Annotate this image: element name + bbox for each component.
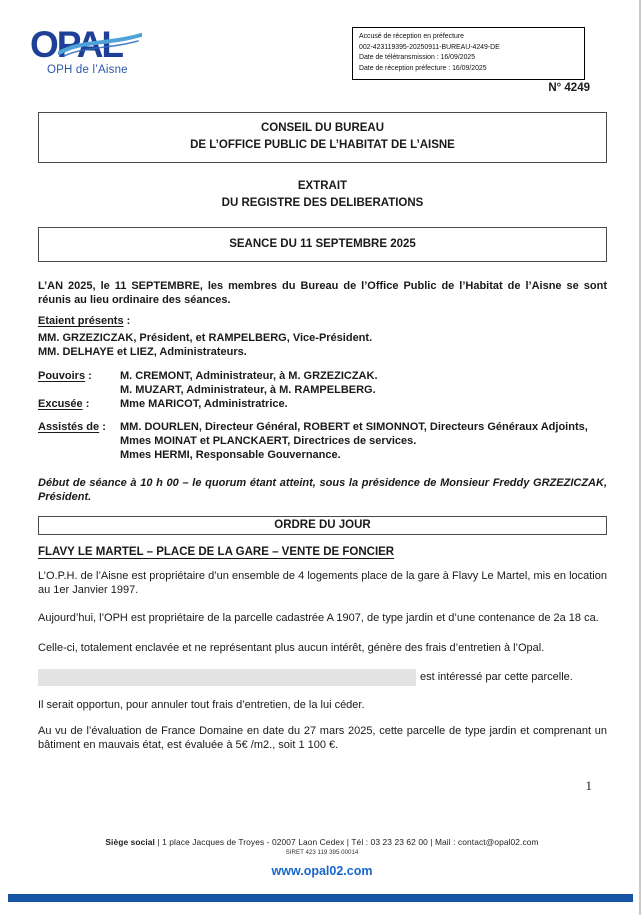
extract-line1: EXTRAIT: [297, 179, 348, 192]
pouvoirs-line: M. CREMONT, Administrateur, à M. GRZEZICZAK.: [120, 369, 378, 382]
excusee-content: [120, 397, 607, 411]
present-heading: [38, 315, 607, 327]
assistes-line: MM. DOURLEN, Directeur Général, ROBERT et SIMONNOT, Directeurs Généraux Adjoints, Mmes MOINAT et PLANCKAERT, Directrices de services.: [120, 420, 588, 447]
excusee-line: Mme MARICOT, Administratrice.: [120, 397, 288, 410]
present-colon: :: [123, 315, 131, 328]
body-paragraph-1: L’O.P.H. de l’Aisne est propriétaire d’un ensemble de 4 logements place de la gare à Flavy Le Martel, mis en location au 1er Janvier 1997.: [38, 570, 607, 597]
body-paragraph-5: Au vu de l’évaluation de France Domaine en date du 27 mars 2025, cette parcelle de type jardin et comprenant un bâtiment en mauvais état, est évaluée à 5€ /m2., soit 1 100 €.: [38, 724, 607, 751]
deliberation-number: N° 4249: [548, 82, 590, 94]
stamp-line: 002-423119395-20250911-BUREAU-4249-DE: [359, 43, 500, 51]
redaction-bar: [38, 669, 416, 686]
opal-logo-subtitle: OPH de l’Aisne: [47, 64, 128, 76]
intro-paragraph: L’AN 2025, le 11 SEPTEMBRE, les membres du Bureau de l’Office Public de l’Habitat de l’Aisne se sont réunis au lieu ordinaire des séances.: [38, 280, 607, 307]
opal-logo: [30, 26, 150, 76]
redacted-line: [38, 669, 607, 686]
excusee-row: [38, 397, 607, 411]
body-paragraph-2: Aujourd’hui, l’OPH est propriétaire de la parcelle cadastrée A 1907, de type jardin et d’une contenance de 2a 18 ca.: [38, 612, 599, 625]
assistes-label: Assistés de :: [38, 420, 106, 433]
present-members: [38, 331, 607, 359]
page-number: 1: [585, 778, 592, 793]
present-member-line: MM. DELHAYE et LIEZ, Administrateurs.: [38, 346, 247, 359]
extract-line2: DU REGISTRE DES DELIBERATIONS: [221, 196, 424, 209]
pouvoirs-line: M. MUZART, Administrateur, à M. RAMPELBERG.: [120, 383, 376, 396]
stamp-line: Accusé de réception en préfecture: [359, 33, 464, 40]
council-title-line2: DE L’OFFICE PUBLIC DE L’HABITAT DE L’AISNE: [190, 139, 455, 152]
logo-swoosh-icon: [58, 32, 142, 58]
present-label: Etaient présents: [38, 315, 124, 328]
page-edge-line: [639, 0, 641, 915]
agenda-title: ORDRE DU JOUR: [274, 519, 371, 532]
session-title-box: [38, 227, 607, 262]
footer-blue-bar: [8, 894, 633, 902]
agenda-title-box: [38, 516, 607, 535]
footer-siret: SIRET 423 119 395 00014: [285, 849, 359, 856]
pouvoirs-row: [38, 369, 607, 397]
redacted-line-suffix: est intéressé par cette parcelle.: [420, 671, 573, 683]
body-paragraph-3: Celle-ci, totalement enclavée et ne représentant plus aucun intérêt, génère des frais d’entretien à l’Opal.: [38, 642, 545, 655]
footer-address: [0, 837, 644, 847]
session-start-note: Début de séance à 10 h 00 – le quorum étant atteint, sous la présidence de Monsieur Freddy GRZEZICZAK, Président.: [38, 477, 607, 504]
excusee-label: Excusée :: [38, 397, 90, 410]
council-title-box: [38, 112, 607, 163]
document-content: [38, 112, 607, 752]
council-title-line1: CONSEIL DU BUREAU: [260, 122, 385, 134]
pouvoirs-content: [120, 369, 607, 397]
pouvoirs-label: Pouvoirs :: [38, 369, 92, 382]
session-date: SEANCE DU 11 SEPTEMBRE 2025: [229, 238, 416, 250]
stamp-line: Date de télétransmission : 16/09/2025: [359, 54, 476, 62]
footer-address-rest: | 1 place Jacques de Troyes - 02007 Laon Cedex | Tél : 03 23 23 62 00 | Mail : contact@opal02.com: [154, 837, 539, 847]
agenda-item-heading: FLAVY LE MARTEL – PLACE DE LA GARE – VENTE DE FONCIER: [38, 546, 395, 559]
opal-logo-text: [30, 26, 150, 63]
body-paragraph-4: Il serait opportun, pour annuler tout frais d’entretien, de la lui céder.: [38, 698, 365, 711]
assistes-content: [120, 420, 607, 462]
prefecture-stamp: [352, 27, 585, 80]
opal-logo-word: OPAL: [30, 24, 123, 65]
footer-website-link: www.opal02.com: [271, 864, 373, 878]
footer-siege-label: Siège social: [105, 837, 155, 847]
present-member-line: MM. GRZEZICZAK, Président, et RAMPELBERG, Vice-Président.: [38, 332, 373, 345]
assistes-row: [38, 420, 607, 462]
stamp-line: Date de réception préfecture : 16/09/2025: [359, 65, 487, 73]
assistes-line: Mmes HERMI, Responsable Gouvernance.: [120, 448, 341, 461]
extract-title: [38, 178, 607, 213]
